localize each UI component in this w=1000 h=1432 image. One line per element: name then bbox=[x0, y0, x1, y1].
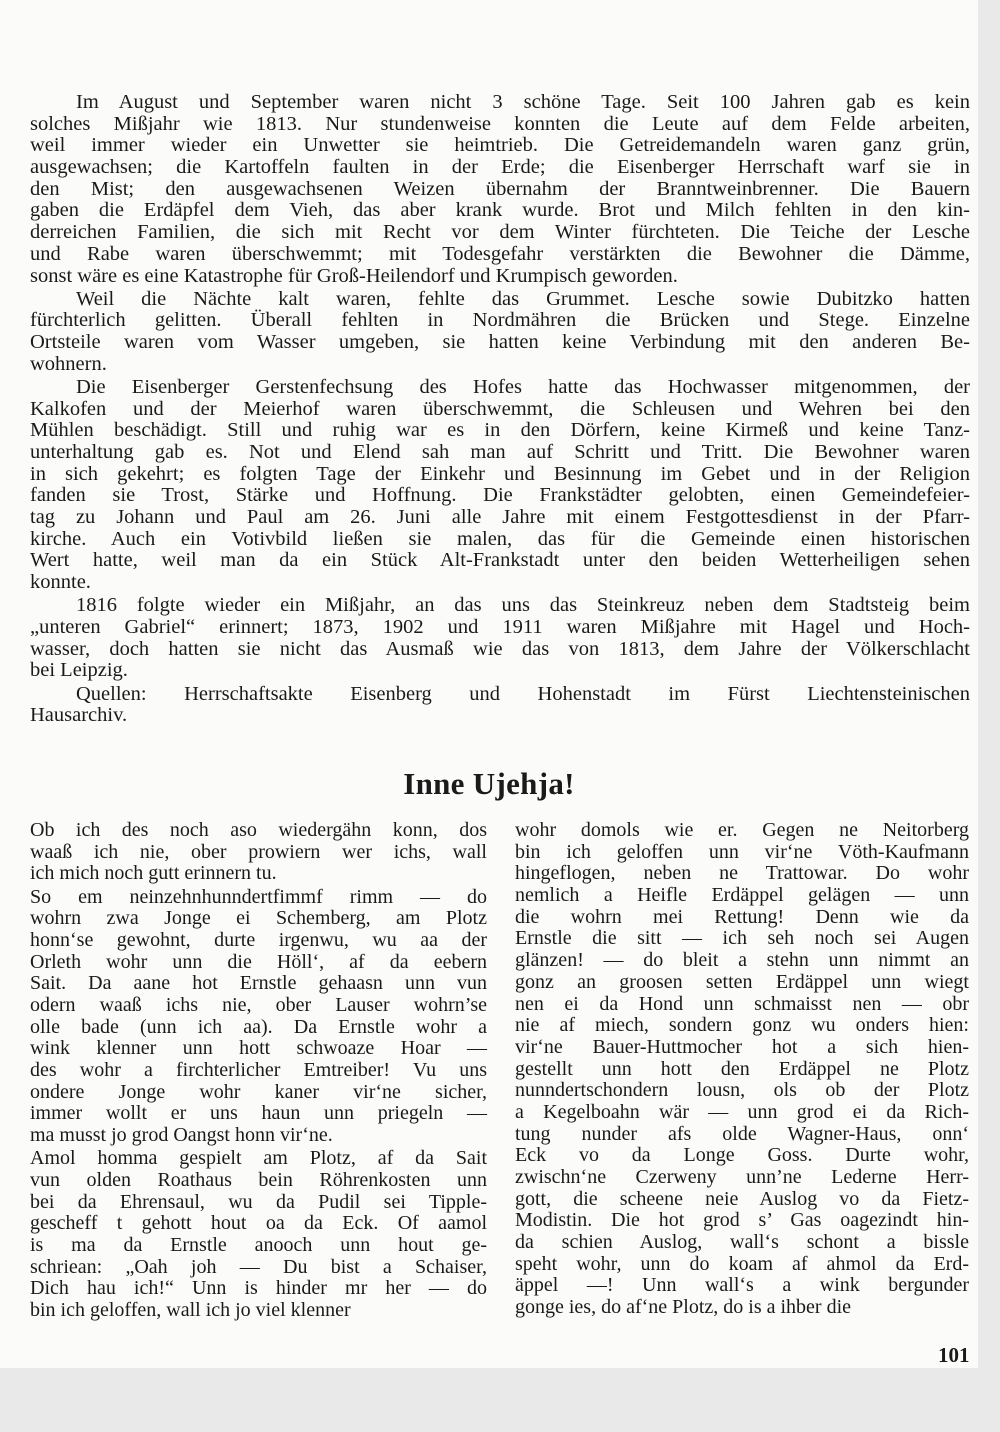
text-line: nen ei da Hond unn schmaisst nen — obr bbox=[515, 992, 969, 1015]
text-line: ausgewachsen; die Kartoffeln faulten in der Erde; die Eisenberger Herrschaft warf sie in bbox=[30, 156, 970, 179]
story-left-column bbox=[30, 820, 487, 1323]
text-line: wohr domols wie er. Gegen ne Neitorberg bbox=[515, 819, 969, 841]
text-line: honn‘se gewohnt, durte irgenwu, wu aa der bbox=[30, 928, 487, 951]
story-right-column bbox=[515, 820, 969, 1320]
text-line: die wohrn mei Rettung! Denn wie da bbox=[515, 905, 969, 928]
paragraph bbox=[30, 377, 970, 594]
text-line: nie af miech, sondern gonz wu onders hien: bbox=[515, 1014, 969, 1037]
text-line: fanden sie Trost, Stärke und Hoffnung. Die Frankstädter gelobten, einen Gemeindefeier- bbox=[30, 484, 970, 507]
text-line: a Kegelboahn wär — unn grod ei da Rich- bbox=[515, 1100, 969, 1123]
paragraph bbox=[30, 684, 970, 727]
text-line: vir‘ne Bauer-Huttmocher hot a sich hien- bbox=[515, 1035, 969, 1058]
text-line: Ortsteile waren vom Wasser umgeben, sie hatten keine Verbindung mit den anderen Be- bbox=[30, 331, 970, 354]
text-line: wink klenner unn hott schwoaze Hoar — bbox=[30, 1037, 487, 1060]
text-line: ich mich noch gutt erinnern tu. bbox=[30, 862, 277, 885]
text-line: gott, die scheene neie Auslog vo da Fietz- bbox=[515, 1187, 969, 1210]
text-line: gaben die Erdäpfel dem Vieh, das aber krank wurde. Brot und Milch fehlten in den kin- bbox=[30, 199, 970, 222]
text-line: solches Mißjahr wie 1813. Nur stundenweise konnten die Leute auf dem Felde arbeiten, bbox=[30, 112, 970, 135]
text-line: unterhaltung gab es. Not und Elend sah man auf Schritt und Tritt. Die Bewohner waren bbox=[30, 441, 970, 463]
text-line: derreichen Familien, die sich mit Recht vor dem Winter fürchteten. Die Teiche der Lesche bbox=[30, 221, 970, 244]
text-line: bin ich geloffen, wall ich jo viel klenner bbox=[30, 1299, 351, 1322]
text-line: ma musst jo grod Oangst honn vir‘ne. bbox=[30, 1124, 333, 1147]
text-line: vun olden Roathaus bein Röhrenkosten unn bbox=[30, 1169, 487, 1191]
paragraph bbox=[30, 820, 487, 885]
text-line: Hausarchiv. bbox=[30, 704, 128, 727]
text-line: wohrn zwa Jonge ei Schemberg, am Plotz bbox=[30, 907, 487, 930]
text-line: sonst wäre es eine Katastrophe für Groß-Heilendorf und Krumpisch geworden. bbox=[30, 264, 678, 287]
historical-text-section bbox=[30, 92, 970, 728]
paragraph bbox=[30, 289, 970, 376]
text-line: schriean: „Oah joh — Du bist a Schaiser, bbox=[30, 1255, 487, 1278]
text-line: Dich hau ich!“ Unn is hinder mr her — do bbox=[30, 1277, 487, 1300]
paragraph bbox=[30, 1148, 487, 1322]
text-line: gonge ies, do af‘ne Plotz, do is a ihber die bbox=[515, 1296, 852, 1319]
text-line: Amol homma gespielt am Plotz, af da Sait bbox=[30, 1147, 487, 1170]
text-line: da schien Auslog, wall‘s schont a bissle bbox=[515, 1231, 969, 1254]
text-line: Modistin. Die hot grod s’ Gas oagezindt hin- bbox=[515, 1209, 969, 1232]
text-line: Wert hatte, weil man da ein Stück Alt-Frankstadt unter den beiden Wetterheiligen sehen bbox=[30, 549, 970, 572]
text-line: olle bade (unn ich aa). Da Ernstle wohr a bbox=[30, 1015, 487, 1038]
text-line: konnte. bbox=[30, 571, 91, 594]
text-line: bin ich geloffen unn vir‘ne Vöth-Kaufmann bbox=[515, 840, 969, 863]
text-line: glänzen! — do bleit a stehn unn nimmt an bbox=[515, 949, 969, 972]
text-line: hingeflogen, neben ne Trattowar. Do wohr bbox=[515, 862, 969, 885]
text-line: fürchterlich gelitten. Überall fehlten in Nordmähren die Brücken und Stege. Einzelne bbox=[30, 309, 970, 332]
text-line: gescheff t gehott hout oa da Eck. Of aamol bbox=[30, 1212, 487, 1235]
text-line: wasser, doch hatten sie nicht das Ausmaß wie das von 1813, dem Jahre der Völkerschlacht bbox=[30, 637, 970, 660]
text-line: speht wohr, unn do koam af ahmol da Erd- bbox=[515, 1252, 969, 1275]
text-line: kirche. Auch ein Votivbild ließen sie malen, das für die Gemeinde einen historischen bbox=[30, 527, 970, 550]
text-line: waaß ich nie, ober prowiern wer ichs, wall bbox=[30, 840, 487, 863]
paragraph bbox=[30, 887, 487, 1147]
text-line: immer wollt er uns haun unn priegeln — bbox=[30, 1102, 487, 1125]
text-line: Sait. Da aane hot Ernstle gehaasn unn vun bbox=[30, 972, 487, 995]
text-line: Im August und September waren nicht 3 schöne Tage. Seit 100 Jahren gab es kein bbox=[76, 91, 970, 113]
text-line: äppel —! Unn wall‘s a wink bergunder bbox=[515, 1274, 969, 1297]
text-line: wohnern. bbox=[30, 352, 107, 375]
text-line: nemlich a Heifle Erdäppel gelägen — unn bbox=[515, 884, 969, 907]
text-line: odern waaß ichs nie, ober Lauser wohrn’se bbox=[30, 994, 487, 1016]
text-line: den Mist; den ausgewachsenen Weizen übernahm der Branntweinbrenner. Die Bauern bbox=[30, 177, 970, 200]
text-line: Kalkofen und der Meierhof waren überschwemmt, die Schleusen und Wehren bei den bbox=[30, 397, 970, 420]
text-line: gestellt unn hott den Erdäppel ne Plotz bbox=[515, 1057, 969, 1080]
text-line: „unteren Gabriel“ erinnert; 1873, 1902 und 1911 waren Mißjahre mit Hagel und Hoch- bbox=[30, 616, 970, 638]
text-line: in sich gekehrt; es folgten Tage der Einkehr und Besinnung im Gebet und in der Religion bbox=[30, 462, 970, 485]
text-line: Ernstle die sitt — ich seh noch sei Augen bbox=[515, 927, 969, 950]
page-number: 101 bbox=[938, 1343, 970, 1367]
text-line: Die Eisenberger Gerstenfechsung des Hofes hatte das Hochwasser mitgenommen, der bbox=[76, 375, 970, 398]
text-line: Mühlen beschädigt. Still und ruhig war es in den Dörfern, keine Kirmeß und keine Tanz- bbox=[30, 419, 970, 442]
text-line: Eck vo da Longe Goss. Durte wohr, bbox=[515, 1144, 969, 1167]
text-line: tag zu Johann und Paul am 26. Juni alle Jahre mit einem Festgottesdienst in der Pfarr- bbox=[30, 506, 970, 529]
text-line: bei Leipzig. bbox=[30, 659, 128, 682]
text-line: zwischn‘ne Czerweny unn’ne Lederne Herr- bbox=[515, 1166, 969, 1188]
text-line: Weil die Nächte kalt waren, fehlte das Grummet. Lesche sowie Dubitzko hatten bbox=[76, 287, 970, 310]
text-line: ondere Jonge wohr kaner vir‘ne sicher, bbox=[30, 1080, 487, 1103]
text-line: bei da Ehrensaul, wu da Pudil sei Tipple- bbox=[30, 1190, 487, 1213]
paragraph bbox=[30, 92, 970, 287]
text-line: und Rabe waren überschwemmt; mit Todesgefahr verstärkten die Bewohner die Dämme, bbox=[30, 242, 970, 265]
text-line: nunndertschondern lousn, ols ob der Plotz bbox=[515, 1079, 969, 1102]
text-line: Ob ich des noch aso wiedergähn konn, dos bbox=[30, 819, 487, 841]
text-line: So em neinzehnhunndertfimmf rimm — do bbox=[30, 885, 487, 908]
text-line: Orleth wohr unn die Höll‘, af da eebern bbox=[30, 950, 487, 973]
text-line: 1816 folgte wieder ein Mißjahr, an das uns das Steinkreuz neben dem Stadtsteig beim bbox=[76, 594, 970, 617]
text-line: Quellen: Herrschaftsakte Eisenberg und Hohenstadt im Fürst Liechtensteinischen bbox=[76, 682, 970, 705]
text-line: tung nunder afs olde Wagner-Haus, onn‘ bbox=[515, 1122, 969, 1145]
text-line: weil immer wieder ein Unwetter sie heimtrieb. Die Getreidemandeln waren ganz grün, bbox=[30, 134, 970, 157]
paragraph bbox=[30, 595, 970, 682]
paragraph bbox=[515, 820, 969, 1319]
story-title: Inne Ujehja! bbox=[403, 766, 575, 801]
text-line: des wohr a firchterlicher Emtreiber! Vu uns bbox=[30, 1059, 487, 1082]
text-line: gonz an groosen setten Erdäppel unn wiegt bbox=[515, 970, 969, 993]
text-line: is ma da Ernstle anooch unn hout ge- bbox=[30, 1234, 487, 1257]
